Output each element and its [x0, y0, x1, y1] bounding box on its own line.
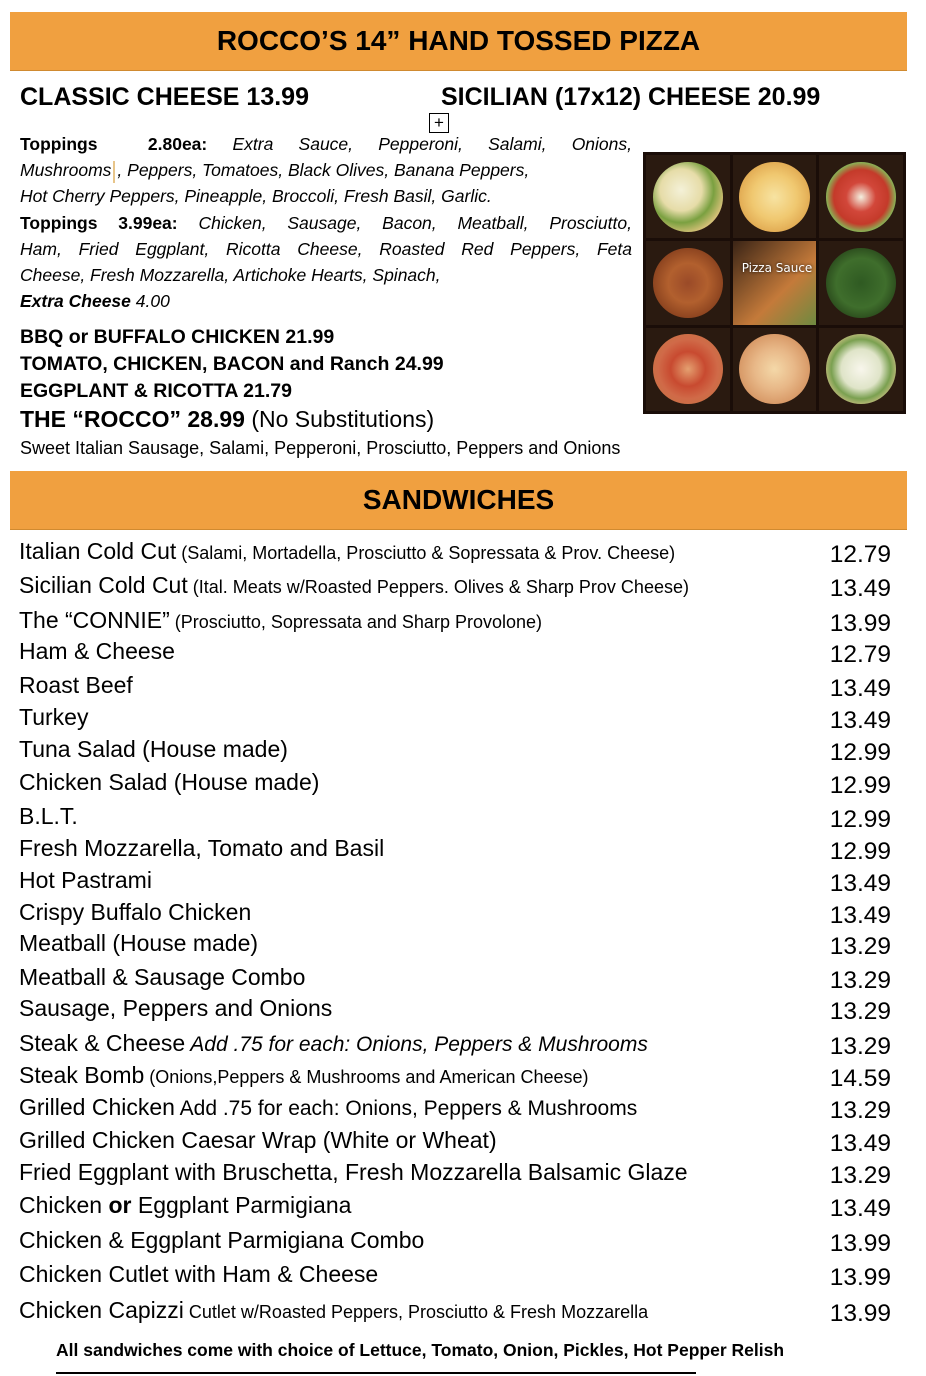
- sandwich-name-text: Sicilian Cold Cut: [19, 572, 188, 598]
- sandwich-name-text: Roast Beef: [19, 672, 133, 698]
- sandwich-name-text: Sausage, Peppers and Onions: [19, 995, 333, 1021]
- sandwich-name: [19, 1192, 351, 1219]
- pizza-photo-cell: [819, 328, 903, 411]
- sandwich-name-text: Grilled Chicken: [19, 1094, 175, 1120]
- sandwich-price: 13.49: [829, 1195, 891, 1222]
- toppings-block: [20, 131, 632, 314]
- sandwich-price: 14.59: [829, 1065, 891, 1092]
- sandwich-name: [19, 899, 251, 926]
- sandwich-name: [19, 1227, 424, 1254]
- sandwich-name-text: Steak & Cheese: [19, 1030, 186, 1056]
- pizza-photo-cell: [819, 241, 903, 324]
- specialty-pizza: BBQ or BUFFALO CHICKEN 21.99: [20, 326, 335, 348]
- sandwich-name-text: Fried Eggplant with Bruschetta, Fresh Mozzarella Balsamic Glaze: [19, 1159, 688, 1185]
- sandwich-name: [19, 803, 78, 830]
- plus-box-icon[interactable]: +: [429, 113, 449, 133]
- pizza-photo-cell: [646, 155, 730, 238]
- table-row: [19, 567, 891, 602]
- sandwich-description: (Ital. Meats w/Roasted Peppers. Olives & Sharp Prov Cheese): [187, 577, 689, 597]
- toppings-label: Toppings: [20, 134, 98, 154]
- sandwich-price: 13.99: [829, 610, 891, 637]
- sandwich-price: 13.29: [829, 998, 891, 1025]
- table-row: [19, 1187, 891, 1222]
- rocco-pizza: [20, 406, 434, 433]
- rocco-pizza-description: Sweet Italian Sausage, Salami, Pepperoni, Prosciutto, Peppers and Onions: [20, 438, 621, 458]
- table-row: [19, 1154, 891, 1189]
- table-row: [19, 1057, 891, 1092]
- sandwich-name-text: Chicken & Eggplant Parmigiana Combo: [19, 1227, 425, 1253]
- pizza-collage-photo: [643, 152, 906, 414]
- pizza-photo-icon: [826, 162, 896, 232]
- sandwich-name: [19, 1094, 637, 1121]
- sandwich-price: 12.79: [829, 541, 891, 568]
- pizza-banner-title: ROCCO’S 14” HAND TOSSED PIZZA: [216, 25, 701, 56]
- toppings-text: Hot Cherry Peppers, Pineapple, Broccoli, Fresh Basil, Garlic.: [20, 186, 492, 207]
- pizza-photo-cell: [819, 155, 903, 238]
- sandwich-name: [19, 736, 288, 763]
- sandwich-price: 13.49: [829, 1130, 891, 1157]
- sandwich-price: 13.49: [829, 870, 891, 897]
- sandwich-name-text: Chicken Salad (House made): [19, 769, 320, 795]
- table-row: [19, 798, 891, 833]
- sandwich-price: 13.99: [829, 1230, 891, 1257]
- sandwich-price: 13.29: [829, 1162, 891, 1189]
- sandwich-name-text: Chicken: [19, 1192, 109, 1218]
- sandwich-name-text: Chicken Capizzi: [19, 1297, 184, 1323]
- sandwich-description: Cutlet w/Roasted Peppers, Prosciutto & Fresh Mozzarella: [183, 1302, 649, 1322]
- text-cursor-icon: [113, 161, 115, 183]
- sandwich-price: 13.29: [829, 1033, 891, 1060]
- sandwich-name: [19, 1062, 589, 1089]
- sandwich-name: [19, 1127, 497, 1154]
- sandwich-description: Add .75 for each: Onions, Peppers & Mushrooms: [174, 1097, 638, 1120]
- table-row: [19, 533, 891, 568]
- sandwich-name: [19, 672, 133, 699]
- sandwich-footnote: All sandwiches come with choice of Lettuce, Tomato, Onion, Pickles, Hot Pepper Relish: [56, 1340, 785, 1360]
- toppings-line: [20, 131, 632, 157]
- sandwich-price: 13.49: [829, 575, 891, 602]
- sandwich-name: [19, 1030, 648, 1057]
- premium-toppings-text: Cheese, Fresh Mozzarella, Artichoke Hearts, Spinach,: [20, 265, 441, 286]
- sandwich-name: [19, 835, 384, 862]
- table-row: [19, 959, 891, 994]
- rocco-pizza-name: THE “ROCCO” 28.99: [20, 406, 245, 432]
- table-row: [19, 830, 891, 865]
- sandwich-name-text: The “CONNIE”: [19, 607, 170, 633]
- sandwich-name: [19, 1297, 648, 1324]
- sandwich-name: [19, 572, 689, 599]
- sandwich-name-text: Chicken Cutlet with Ham & Cheese: [19, 1261, 379, 1287]
- sandwich-name-text: Steak Bomb: [19, 1062, 145, 1088]
- sandwich-price: 13.29: [829, 967, 891, 994]
- table-row: [19, 1089, 891, 1124]
- extra-cheese-label: Extra Cheese: [20, 291, 131, 312]
- rocco-pizza-note: (No Substitutions): [251, 406, 435, 432]
- sandwich-name-text: Hot Pastrami: [19, 867, 152, 893]
- pizza-photo-icon: [826, 248, 896, 318]
- table-row: [19, 990, 891, 1025]
- sandwiches-banner-title: SANDWICHES: [362, 484, 555, 515]
- bottom-divider: [56, 1372, 696, 1374]
- table-row: [19, 1222, 891, 1257]
- pizza-photo-icon: [653, 162, 723, 232]
- sandwich-name: [19, 769, 319, 796]
- pizza-photo-icon: [653, 248, 723, 318]
- classic-cheese-price: CLASSIC CHEESE 13.99: [20, 83, 309, 111]
- sicilian-cheese-price: SICILIAN (17x12) CHEESE 20.99: [441, 83, 821, 111]
- sandwiches-section-banner: [10, 471, 907, 530]
- toppings-price: 2.80ea:: [147, 134, 208, 154]
- sandwich-price: 13.99: [829, 1300, 891, 1327]
- table-row: [19, 862, 891, 897]
- sandwich-description: (Prosciutto, Sopressata and Sharp Provolone): [169, 612, 542, 632]
- sandwich-description: Add .75 for each: Onions, Peppers & Mushrooms: [185, 1033, 648, 1056]
- table-row: [19, 699, 891, 734]
- sandwich-price: 13.49: [829, 902, 891, 929]
- table-row: [19, 1122, 891, 1157]
- sandwich-price: 13.99: [829, 1264, 891, 1291]
- pizza-photo-icon: [739, 334, 809, 404]
- extra-cheese-price: 4.00: [135, 291, 170, 312]
- sandwich-name-text: Crispy Buffalo Chicken: [19, 899, 252, 925]
- sandwich-name-text: Fresh Mozzarella, Tomato and Basil: [19, 835, 385, 861]
- sandwich-price: 13.29: [829, 1097, 891, 1124]
- sandwich-price: 12.99: [829, 772, 891, 799]
- table-row: [19, 1256, 891, 1291]
- premium-toppings-label: Toppings 3.99ea:: [20, 212, 178, 233]
- specialty-pizza: EGGPLANT & RICOTTA 21.79: [20, 380, 292, 402]
- sandwich-name: [19, 1159, 688, 1186]
- sandwich-name-text: Ham & Cheese: [19, 638, 175, 664]
- sandwich-price: 12.99: [829, 739, 891, 766]
- premium-toppings-line: [20, 210, 632, 236]
- sandwich-name-text: Grilled Chicken Caesar Wrap (White or Wheat): [19, 1127, 497, 1153]
- pizza-photo-icon: [739, 162, 809, 232]
- pizza-sauce-label: Pizza Sauce: [741, 261, 813, 276]
- table-row: [19, 1292, 891, 1327]
- table-row: [19, 925, 891, 960]
- sandwich-name: [19, 867, 152, 894]
- sandwich-price: 12.79: [829, 641, 891, 668]
- specialty-pizza: TOMATO, CHICKEN, BACON and Ranch 24.99: [20, 353, 444, 375]
- toppings-text: , Peppers, Tomatoes, Black Olives, Banana Peppers,: [117, 160, 530, 181]
- pizza-photo-cell: [733, 328, 817, 411]
- pizza-photo-icon: [826, 334, 896, 404]
- sandwich-price: 12.99: [829, 838, 891, 865]
- sandwich-name-text: Eggplant Parmigiana: [131, 1192, 352, 1218]
- sandwich-name-text: Meatball & Sausage Combo: [19, 964, 306, 990]
- sandwich-name: [19, 995, 332, 1022]
- sandwich-price: 13.29: [829, 933, 891, 960]
- sandwich-name: [19, 607, 542, 634]
- pizza-section-banner: [10, 12, 907, 71]
- sandwich-price: 13.49: [829, 675, 891, 702]
- toppings-line: [20, 157, 632, 183]
- sandwich-name: [19, 704, 88, 731]
- sandwich-name: [19, 638, 175, 665]
- sandwich-price: 12.99: [829, 806, 891, 833]
- sandwich-name-text: Italian Cold Cut: [19, 538, 177, 564]
- table-row: [19, 764, 891, 799]
- table-row: [19, 633, 891, 668]
- premium-toppings-list: Chicken, Sausage, Bacon, Meatball, Prosciutto,: [198, 212, 632, 233]
- sandwich-description: (Salami, Mortadella, Prosciutto & Sopressata & Prov. Cheese): [176, 543, 676, 563]
- pizza-photo-cell: [733, 155, 817, 238]
- sandwich-name: [19, 538, 675, 565]
- toppings-text: Mushrooms: [20, 160, 112, 181]
- sandwich-name-text: Meatball (House made): [19, 930, 259, 956]
- sandwich-name-bold: or: [108, 1192, 132, 1218]
- sandwich-name: [19, 1261, 378, 1288]
- sandwich-price: 13.49: [829, 707, 891, 734]
- premium-toppings-text: Ham, Fried Eggplant, Ricotta Cheese, Roasted Red Peppers, Feta: [20, 238, 632, 259]
- pizza-photo-icon: [653, 334, 723, 404]
- table-row: [19, 894, 891, 929]
- sandwich-name-text: Turkey: [19, 704, 89, 730]
- table-row: [19, 667, 891, 702]
- sandwich-name: [19, 964, 305, 991]
- sandwich-description: (Onions,Peppers & Mushrooms and American Cheese): [144, 1067, 589, 1087]
- table-row: [19, 731, 891, 766]
- toppings-list: Extra Sauce, Pepperoni, Salami, Onions,: [232, 134, 632, 154]
- table-row: [19, 1025, 891, 1060]
- sandwich-name-text: B.L.T.: [19, 803, 78, 829]
- pizza-photo-cell: [646, 241, 730, 324]
- sandwich-name: [19, 930, 258, 957]
- table-row: [19, 602, 891, 637]
- pizza-photo-cell: [646, 328, 730, 411]
- extra-cheese-line: [20, 288, 632, 314]
- pizza-sauce-photo-cell: [733, 241, 817, 324]
- sandwich-name-text: Tuna Salad (House made): [19, 736, 288, 762]
